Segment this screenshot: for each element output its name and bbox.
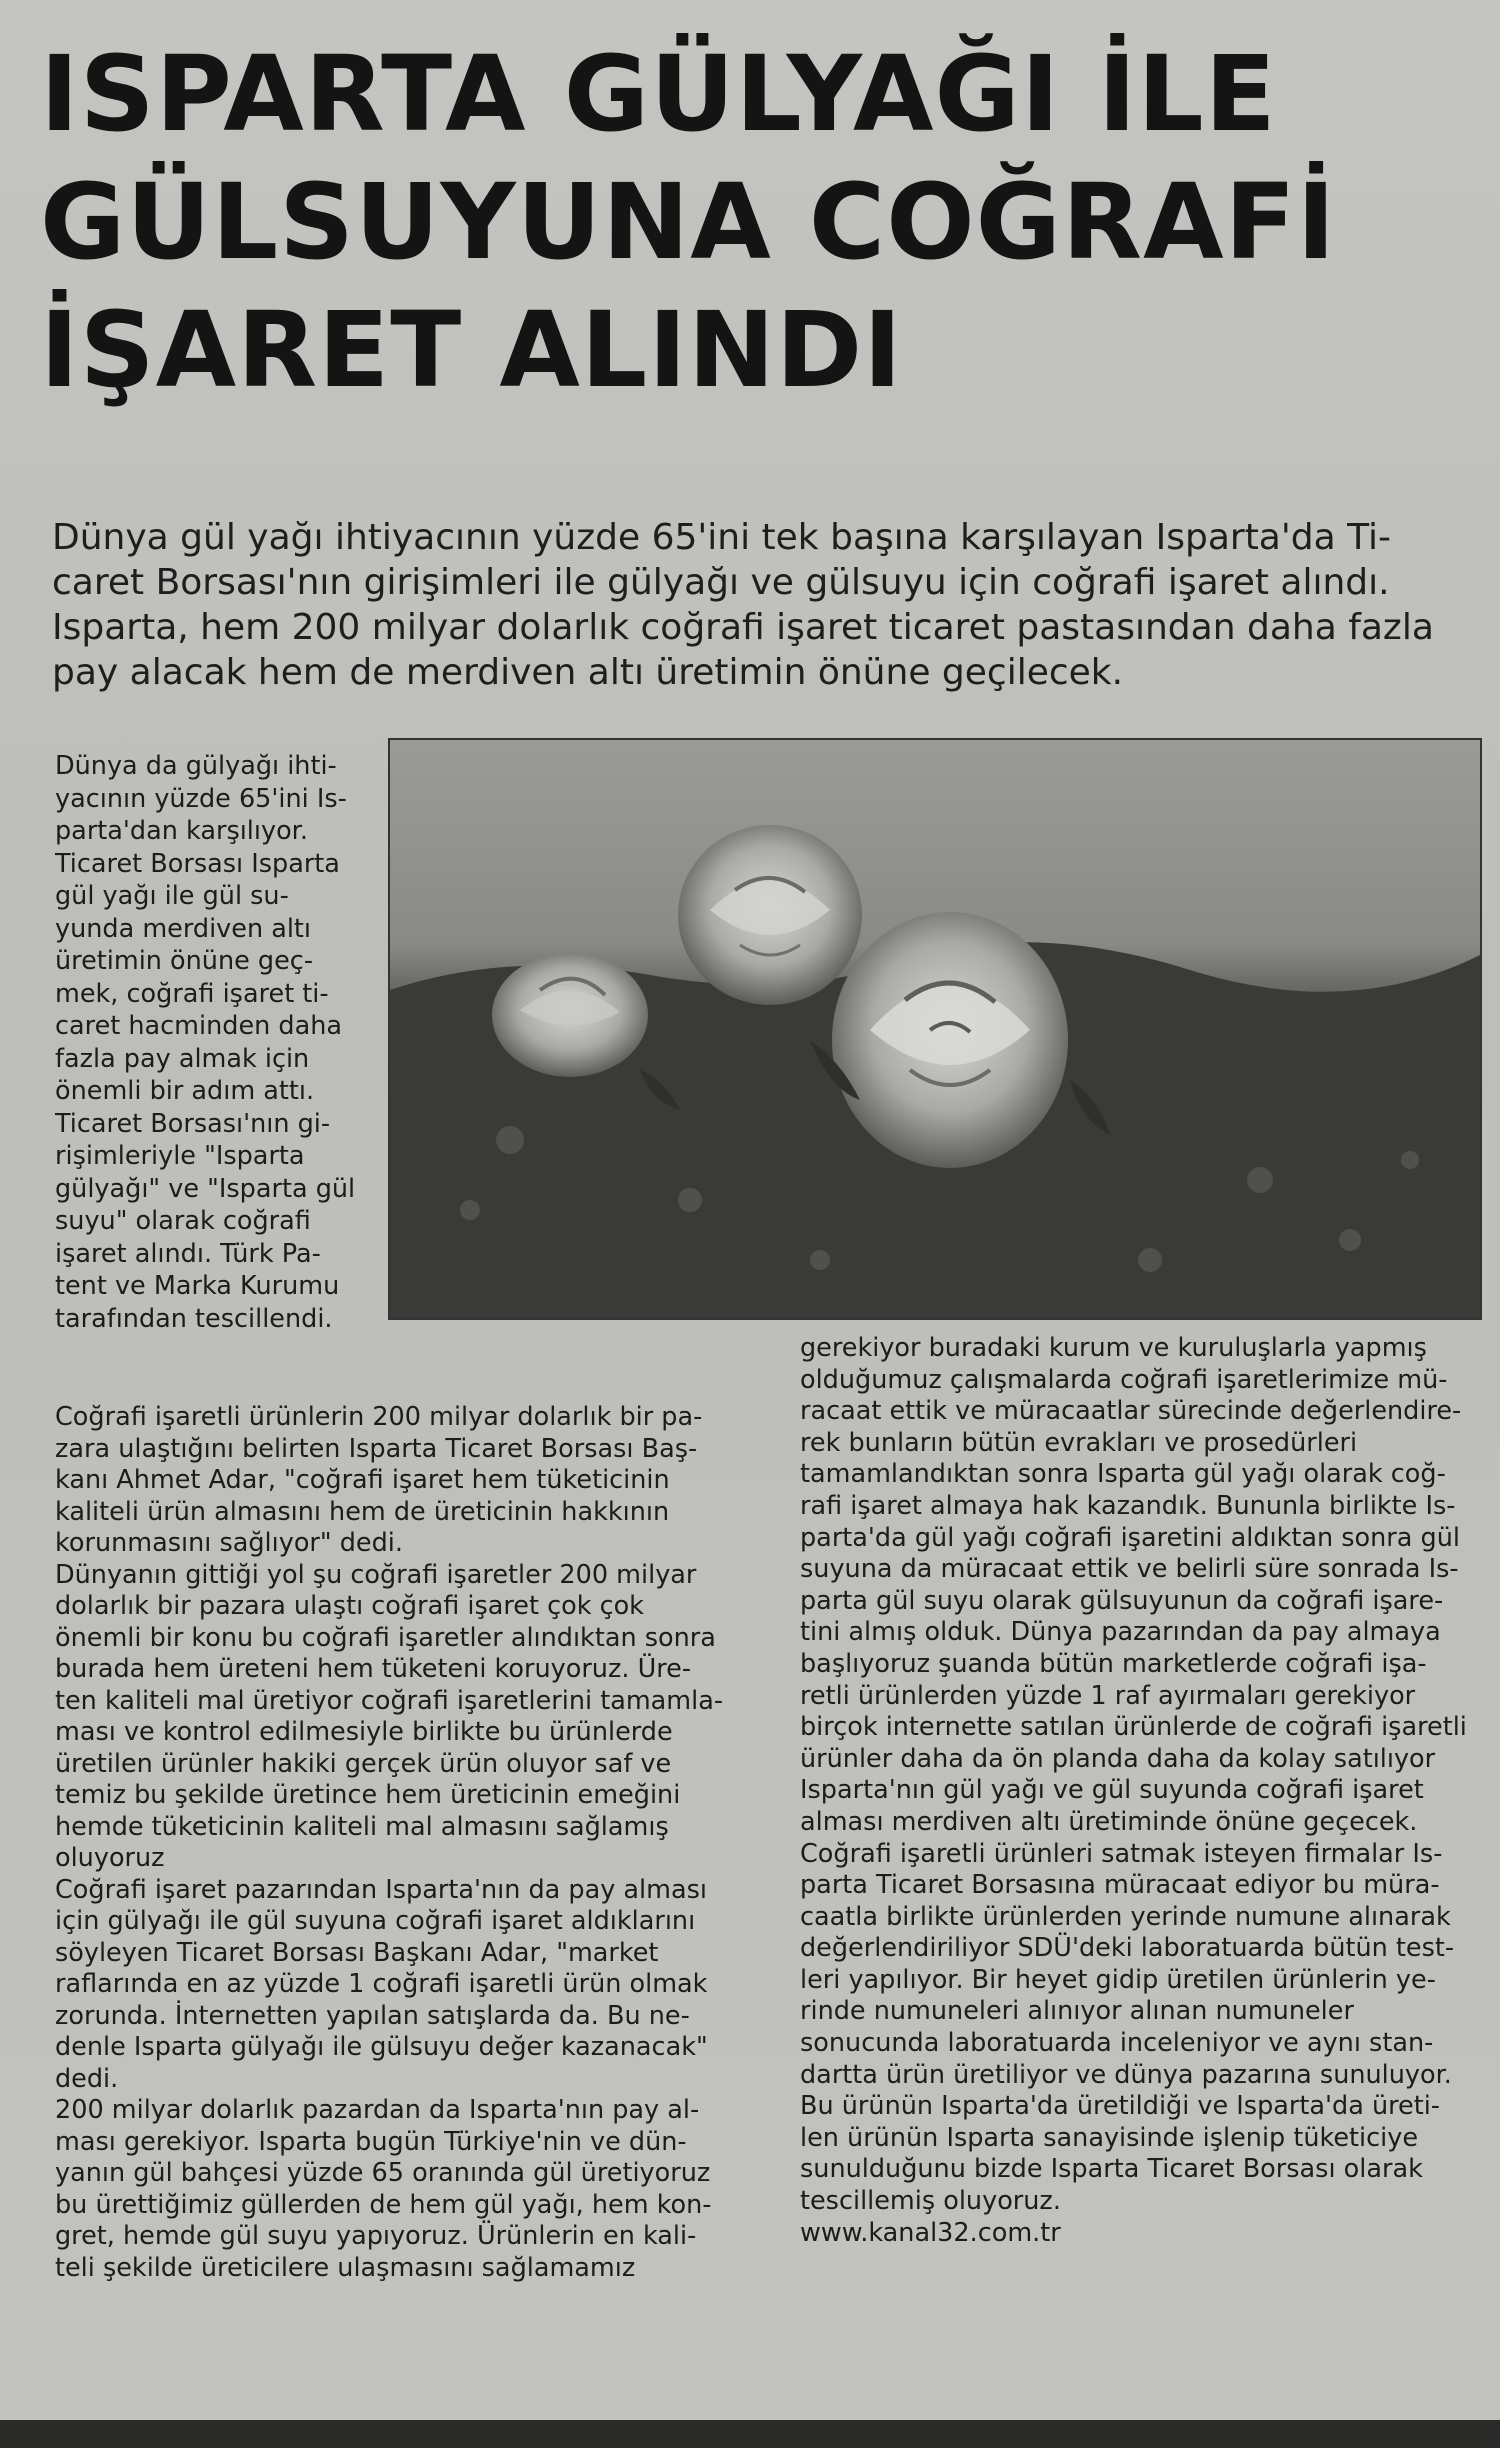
text-line: hemde tüketicinin kaliteli mal almasını sağlamış [55,1811,669,1842]
text-line: yanın gül bahçesi yüzde 65 oranında gül üretiyoruz [55,2158,711,2188]
rose-center [678,825,862,1005]
text-line: üretimin önüne geç- [55,946,314,976]
text-line: rişimleriyle "Isparta [55,1141,305,1171]
text-line: parta gül suyu olarak gülsuyunun da coğrafi işare- [800,1585,1444,1616]
text-line: parta'da gül yağı coğrafi işaretini aldıktan sonra gül [800,1522,1460,1553]
text-line: raflarında en az yüzde 1 coğrafi işaretli ürün olmak [55,1969,708,1999]
text-line: gerekiyor buradaki kurum ve kuruluşlarla yapmış [800,1333,1427,1363]
left-text-column [55,1402,785,2284]
text-line: caatla birlikte ürünlerden yerinde numune alınarak [800,1901,1451,1932]
text-line: söyleyen Ticaret Borsası Başkanı Adar, "market [55,1937,659,1968]
headline-line: ISPARTA GÜLYAĞI İLE [40,33,1277,155]
text-line: tarafından tescillendi. [55,1303,333,1334]
headline-line: GÜLSUYUNA COĞRAFİ [40,161,1337,283]
page-bottom-edge [0,2420,1500,2448]
text-line: kaliteli ürün almasını hem de üreticinin hakkının [55,1496,670,1527]
text-line: gret, hemde gül suyu yapıyoruz. Ürünlerin en kali- [55,2221,697,2251]
text-line: ması gerekiyor. Isparta bugün Türkiye'nin ve dün- [55,2126,687,2157]
text-line: ten kaliteli mal üretiyor coğrafi işaretlerini tamamla- [55,1685,724,1716]
text-line: kanı Ahmet Adar, "coğrafi işaret hem tüketicinin [55,1465,670,1495]
text-line: oluyoruz [55,1843,165,1873]
text-line: 200 milyar dolarlık pazardan da Isparta'nın pay al- [55,2095,700,2125]
text-line: racaat ettik ve müracaatlar sürecinde değerlendire- [800,1396,1462,1427]
text-line: üretilen ürünler hakiki gerçek ürün oluyor saf ve [55,1748,672,1779]
text-line: Coğrafi işaretli ürünlerin 200 milyar dolarlık bir pa- [55,1402,703,1432]
text-line: işaret alındı. Türk Pa- [55,1238,321,1269]
text-line: önemli bir adım attı. [55,1076,315,1106]
lead-line: Isparta, hem 200 milyar dolarlık coğrafi işaret ticaret pastasından daha fazla [52,607,1434,648]
narrow-text-column [55,750,385,1335]
text-line: caret hacminden daha [55,1011,342,1041]
text-line: yacının yüzde 65'ini Is- [55,783,347,814]
article-headline [40,30,1480,414]
text-line: denle Isparta gülyağı ile gülsuyu değer kazanacak" [55,2032,708,2062]
text-line: dartta ürün üretiliyor ve dünya pazarına sunuluyor. [800,2059,1452,2090]
rose-photo [388,738,1482,1320]
text-line: sonucunda laboratuarda inceleniyor ve aynı stan- [800,2028,1434,2059]
text-line: parta Ticaret Borsasına müracaat ediyor bu müra- [800,1870,1440,1901]
text-line: fazla pay almak için [55,1043,310,1074]
text-line: alması merdiven altı üretiminde önüne geçecek. [800,1806,1418,1837]
text-line: tamamlandıktan sonra Isparta gül yağı olarak coğ- [800,1459,1446,1490]
text-line: önemli bir konu bu coğrafi işaretler alındıktan sonra [55,1622,716,1653]
text-line: teli şekilde üreticilere ulaşmasını sağlamamız [55,2252,636,2283]
text-line: dedi. [55,2063,119,2094]
right-text-column [800,1333,1480,2249]
text-line: bu ürettiğimiz güllerden de hem gül yağı, hem kon- [55,2189,712,2220]
headline-line: İŞARET ALINDI [40,289,903,411]
lead-line: caret Borsası'nın girişimleri ile gülyağı ve gülsuyu için coğrafi işaret alındı. [52,562,1390,603]
text-line: Ticaret Borsası'nın gi- [55,1108,331,1139]
text-line: rinde numuneleri alınıyor alınan numuneler [800,1996,1354,2027]
text-line: burada hem üreteni hem tüketeni koruyoruz. Üre- [55,1654,692,1684]
text-line: değerlendiriliyor SDÜ'deki laboratuarda bütün test- [800,1933,1455,1964]
text-line: için gülyağı ile gül suyuna coğrafi işaret aldıklarını [55,1906,696,1936]
lead-line: pay alacak hem de merdiven altı üretimin önüne geçilecek. [52,652,1124,693]
text-line: Coğrafi işaretli ürünleri satmak isteyen firmalar Is- [800,1838,1443,1869]
text-line: gülyağı" ve "Isparta gül [55,1173,356,1204]
text-line: leri yapılıyor. Bir heyet gidip üretilen ürünlerin ye- [800,1964,1436,1995]
article-lead [52,515,1472,695]
text-line: rafi işaret almaya hak kazandık. Bununla birlikte Is- [800,1490,1456,1521]
rose-left [492,953,648,1077]
text-line: tescillemiş oluyoruz. [800,2186,1061,2217]
text-line: suyu" olarak coğrafi [55,1206,311,1236]
text-line: olduğumuz çalışmalarda coğrafi işaretlerimize mü- [800,1364,1448,1395]
text-line: suyuna da müracaat ettik ve belirli süre sonrada Is- [800,1554,1459,1585]
text-line: dolarlık bir pazara ulaştı coğrafi işaret çok çok [55,1591,644,1621]
text-line: retli ürünlerden yüzde 1 raf ayırmaları gerekiyor [800,1680,1416,1711]
text-line: parta'dan karşılıyor. [55,816,308,846]
text-line: Dünyanın gittiği yol şu coğrafi işaretler 200 milyar [55,1559,697,1590]
text-line: zorunda. İnternetten yapılan satışlarda da. Bu ne- [55,2000,690,2031]
text-line: gül yağı ile gül su- [55,881,289,911]
text-line: temiz bu şekilde üretince hem üreticinin emeğini [55,1780,681,1810]
source-url: www.kanal32.com.tr [800,2217,1061,2248]
rose-right [832,912,1068,1168]
text-line: yunda merdiven altı [55,913,312,944]
text-line: Dünya da gülyağı ihti- [55,751,337,781]
text-line: ması ve kontrol edilmesiyle birlikte bu ürünlerde [55,1717,673,1747]
text-line: tini almış olduk. Dünya pazarından da pay almaya [800,1617,1441,1648]
text-line: zara ulaştığını belirten Isparta Ticaret Borsası Baş- [55,1433,698,1464]
text-line: tent ve Marka Kurumu [55,1271,340,1301]
text-line: Isparta'nın gül yağı ve gül suyunda coğrafi işaret [800,1775,1424,1806]
text-line: ürünler daha da ön planda daha da kolay satılıyor [800,1743,1436,1774]
text-line: len ürünün Isparta sanayisinde işlenip tüketiciye [800,2122,1419,2153]
text-line: başlıyoruz şuanda bütün marketlerde coğrafi işa- [800,1648,1427,1679]
text-line: Ticaret Borsası Isparta [55,848,340,879]
rose-image [390,740,1480,1318]
text-line: Bu ürünün Isparta'da üretildiği ve Isparta'da üreti- [800,2091,1441,2122]
text-line: korunmasını sağlıyor" dedi. [55,1528,403,1558]
text-line: sunulduğunu bizde Isparta Ticaret Borsası olarak [800,2154,1423,2185]
lead-line: Dünya gül yağı ihtiyacının yüzde 65'ini tek başına karşılayan Isparta'da Ti- [52,517,1391,558]
text-line: rek bunların bütün evrakları ve prosedürleri [800,1427,1358,1458]
text-line: birçok internette satılan ürünlerde de coğrafi işaretli [800,1712,1467,1743]
text-line: mek, coğrafi işaret ti- [55,978,329,1009]
text-line: Coğrafi işaret pazarından Isparta'nın da pay alması [55,1874,707,1905]
